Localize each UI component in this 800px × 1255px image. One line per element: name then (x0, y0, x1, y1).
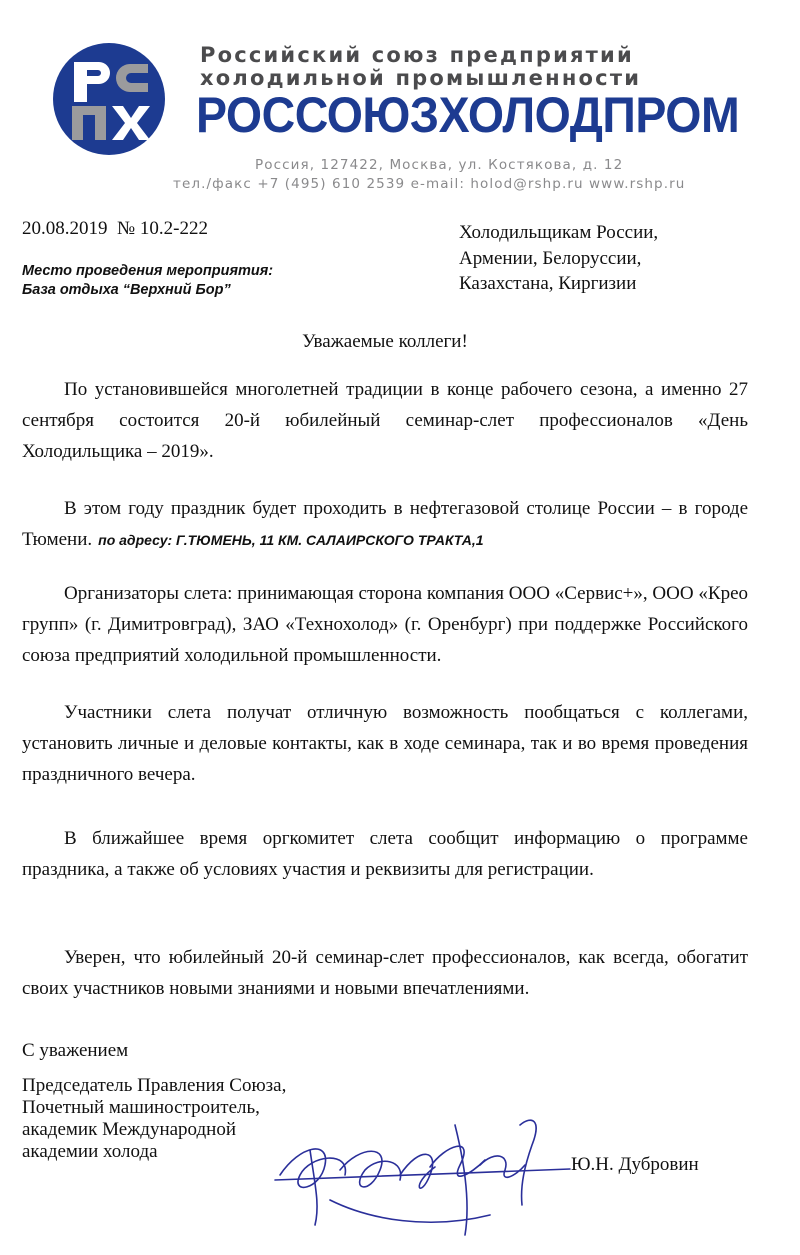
paragraph-organizers: Организаторы слета: принимающая сторона компания ООО «Сервис+», ООО «Крео групп» (г. Димитровград), ЗАО «Технохолод» (г. Оренбург) при поддержке Российского союза предприятий холодильной промышленности. (22, 583, 748, 666)
recipient-line: Казахстана, Киргизии (459, 273, 637, 294)
recipient-line: Холодильщикам России, (459, 222, 659, 243)
signatory-line: Председатель Правления Союза, (22, 1075, 287, 1096)
date-and-number: 20.08.2019 № 10.2-222 (22, 218, 208, 239)
signatory-line: академик Международной (22, 1119, 237, 1140)
signer-name: Ю.Н. Дубровин (571, 1154, 699, 1175)
org-address: Россия, 127422, Москва, ул. Костякова, д. 12 (255, 157, 624, 173)
greeting: Уважаемые коллеги! (302, 331, 468, 352)
org-name-line1: Российский союз предприятий (200, 43, 634, 67)
signatory-line: Почетный машиностроитель, (22, 1097, 260, 1118)
paragraph-program: В ближайшее время оргкомитет слета сообщит информацию о программе праздника, а также об условиях участия и реквизиты для регистрации. (22, 828, 748, 880)
signatory-line: академии холода (22, 1141, 158, 1162)
recipients-block (459, 220, 658, 297)
venue-value: База отдыха “Верхний Бор” (22, 282, 231, 298)
venue-block (22, 262, 273, 300)
paragraph-conclusion: Уверен, что юбилейный 20-й семинар-слет профессионалов, как всегда, обогатит своих участников новыми знаниями и новыми впечатлениями. (22, 947, 748, 999)
recipient-line: Армении, Белоруссии, (459, 247, 642, 269)
rshp-logo-icon (50, 40, 168, 158)
handwritten-signature-icon (270, 1105, 580, 1245)
inline-address: по адресу: Г.ТЮМЕНЬ, 11 КМ. САЛАИРСКОГО ТРАКТА,1 (98, 532, 484, 548)
org-contacts: тел./факс +7 (495) 610 2539 e-mail: holod@rshp.ru www.rshp.ru (173, 176, 686, 192)
signatory-title (22, 1075, 286, 1163)
venue-label: Место проведения мероприятия: (22, 263, 274, 279)
org-name-line2: холодильной промышленности (200, 66, 642, 90)
closing: С уважением (22, 1040, 129, 1061)
paragraph-participants: Участники слета получат отличную возможность пообщаться с коллегами, установить личные и деловые контакты, как в ходе семинара, так и во время проведения праздничного вечера. (22, 702, 748, 785)
paragraph-location-text: В этом году праздник будет проходить в нефтегазовой столице России – в городе Тюмени. (22, 498, 748, 550)
paragraph-location (22, 493, 748, 556)
paragraph-tradition: По установившейся многолетней традиции в конце рабочего сезона, а именно 27 сентября состоится 20-й юбилейный семинар-слет профессионалов «День Холодильщика – 2019». (22, 379, 748, 462)
org-brand-name: РОССОЮЗХОЛОДПРОМ (196, 87, 740, 143)
